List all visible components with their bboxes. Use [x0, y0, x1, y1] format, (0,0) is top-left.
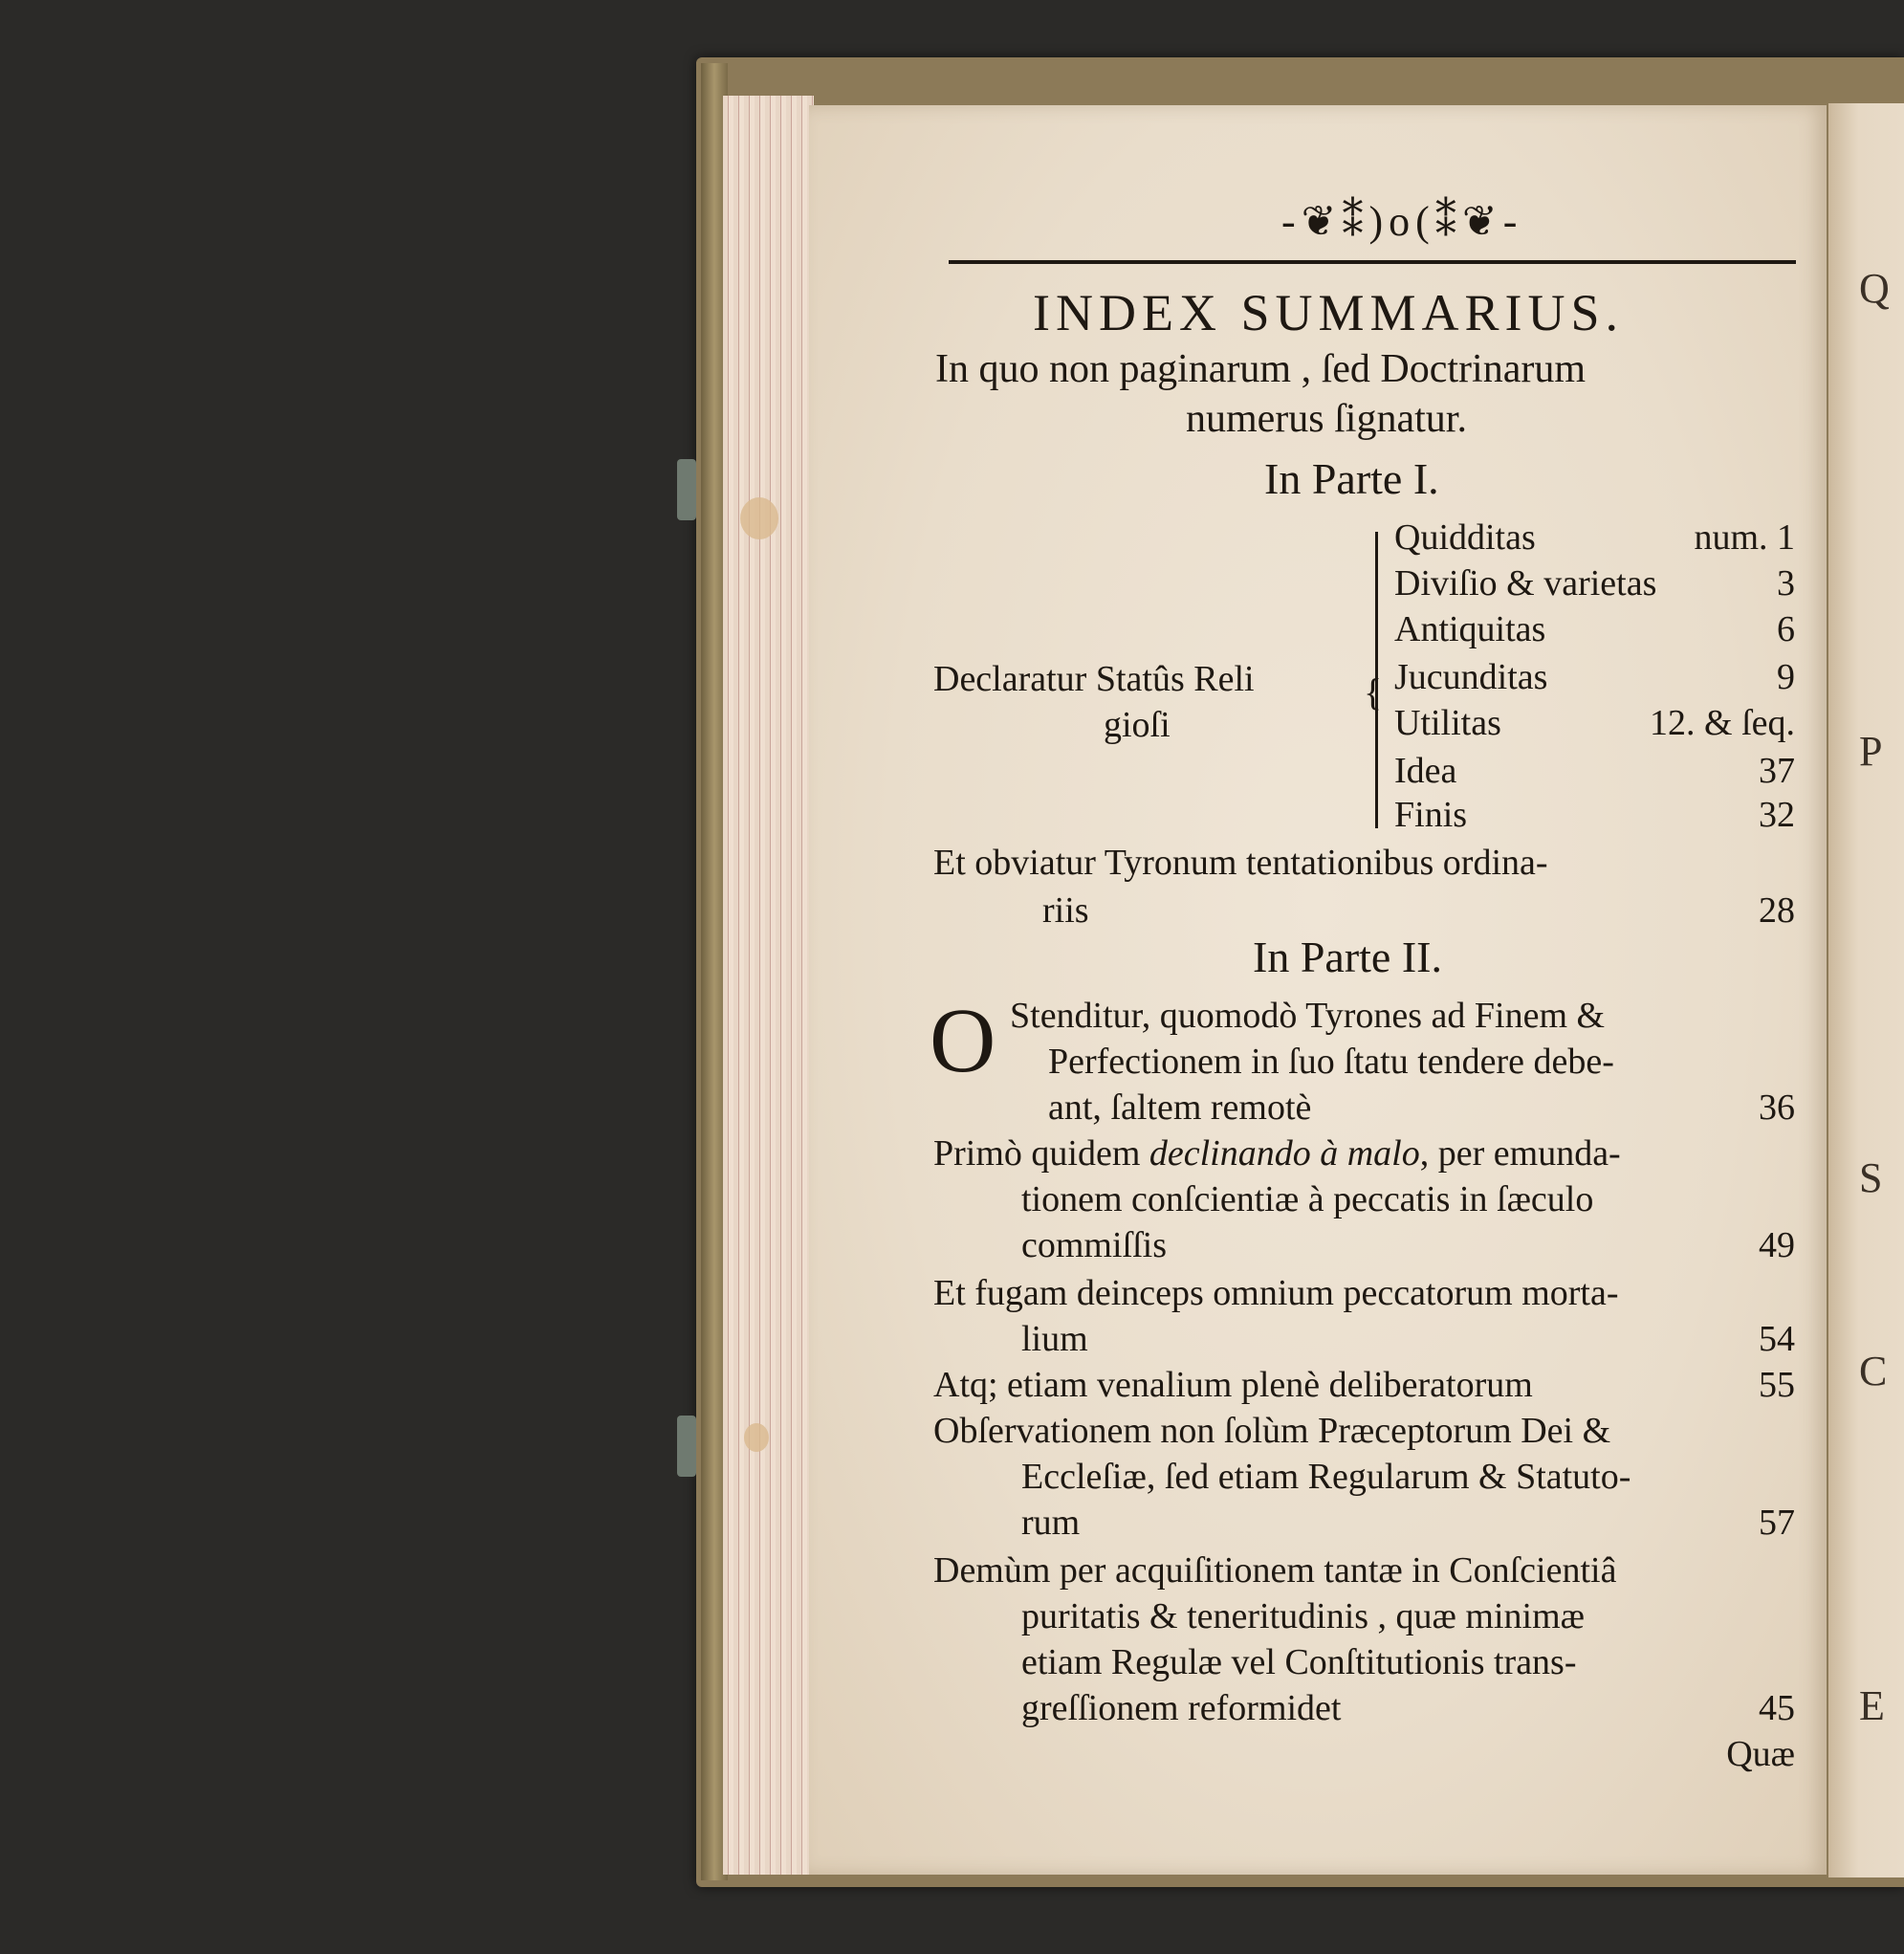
- index-entry-label: Utilitas: [1394, 703, 1501, 743]
- right-page-letter: Q: [1859, 265, 1890, 312]
- stain: [740, 497, 778, 539]
- clasp-bottom: [677, 1416, 696, 1477]
- right-page-letter: E: [1859, 1682, 1885, 1729]
- index-entry-label: Diviſio & varietas: [1394, 563, 1657, 604]
- index-entry-number: 36: [1759, 1087, 1795, 1128]
- index-entry-number: 57: [1759, 1503, 1795, 1543]
- part2-entry: Atq; etiam venalium plenè deliberatorum: [933, 1365, 1533, 1405]
- part2-entry-part: , per emunda-: [1419, 1133, 1621, 1174]
- part2-entry: tionem conſcientiæ à peccatis in ſæculo: [1021, 1179, 1594, 1219]
- index-entry-number: 6: [1777, 609, 1795, 649]
- part2-entry: greſſionem reformidet: [1021, 1688, 1342, 1728]
- index-entry-number: 32: [1759, 795, 1795, 835]
- part1-heading: In Parte I.: [1264, 454, 1439, 503]
- index-entry-label: Finis: [1394, 795, 1468, 835]
- index-entry-label: Quidditas: [1394, 517, 1536, 558]
- index-entry-number: 54: [1759, 1319, 1795, 1359]
- part2-entry: Demùm per acquiſitionem tantæ in Conſcientiâ: [933, 1550, 1617, 1591]
- part2-entry: commiſſis: [1021, 1225, 1167, 1265]
- part2-entry: [933, 1132, 1621, 1175]
- index-entry-number: 37: [1759, 751, 1795, 791]
- clasp-top: [677, 459, 696, 520]
- index-entry-label: Antiquitas: [1394, 609, 1546, 649]
- index-entry-number: 55: [1759, 1365, 1795, 1405]
- part1-extra: riis: [1042, 890, 1089, 931]
- stain: [744, 1423, 769, 1452]
- index-entry-number: num. 1: [1694, 517, 1795, 558]
- part2-entry: lium: [1021, 1319, 1088, 1359]
- part2-entry: rum: [1021, 1503, 1081, 1543]
- index-entry-number: 49: [1759, 1225, 1795, 1265]
- part2-entry: Eccleſiæ, ſed etiam Regularum & Statuto-: [1021, 1457, 1631, 1497]
- head-rule: [949, 260, 1796, 264]
- part2-entry-part: Primò quidem: [933, 1133, 1149, 1174]
- catchword: Quæ: [1726, 1734, 1795, 1774]
- head-ornament: -❦⁑)o(⁑❦-: [1281, 198, 1523, 245]
- right-page-letter: P: [1859, 728, 1883, 775]
- index-entry-number: 28: [1759, 890, 1795, 931]
- index-entry-number: 9: [1777, 657, 1795, 697]
- part2-heading: In Parte II.: [1253, 933, 1442, 981]
- brace-point: {: [1364, 670, 1383, 714]
- part2-entry: Et fugam deinceps omnium peccatorum morta-: [933, 1273, 1619, 1313]
- part2-entry: Stenditur, quomodò Tyrones ad Finem &: [1010, 996, 1606, 1036]
- part1-lead: gioſi: [1104, 705, 1171, 745]
- subtitle-line: numerus ſignatur.: [1186, 397, 1467, 441]
- index-entry-number: 3: [1777, 563, 1795, 604]
- right-page: [1828, 103, 1904, 1877]
- part1-lead: Declaratur Statûs Reli: [933, 659, 1255, 699]
- page-edges: [723, 96, 814, 1875]
- part1-extra: Et obviatur Tyronum tentationibus ordina-: [933, 843, 1548, 883]
- part2-entry-italic: declinando à malo: [1149, 1133, 1420, 1174]
- index-entry-number: 12. & ſeq.: [1650, 703, 1795, 743]
- page-title: INDEX SUMMARIUS.: [1033, 284, 1625, 341]
- part2-entry: ant, ſaltem remotè: [1048, 1087, 1312, 1128]
- right-page-letter: C: [1859, 1348, 1888, 1394]
- right-page-letter: S: [1859, 1154, 1883, 1201]
- subtitle-line: In quo non paginarum , ſed Doctrinarum: [935, 347, 1586, 391]
- part2-entry: Perfectionem in ſuo ſtatu tendere debe-: [1048, 1042, 1614, 1082]
- part2-entry: etiam Regulæ vel Conſtitutionis trans-: [1021, 1642, 1577, 1682]
- index-entry-label: Jucunditas: [1394, 657, 1548, 697]
- index-entry-label: Idea: [1394, 751, 1457, 791]
- drop-cap: O: [930, 989, 996, 1091]
- part2-entry: puritatis & teneritudinis , quæ minimæ: [1021, 1596, 1585, 1636]
- part2-entry: Obſervationem non ſolùm Præceptorum Dei &: [933, 1411, 1611, 1451]
- index-entry-number: 45: [1759, 1688, 1795, 1728]
